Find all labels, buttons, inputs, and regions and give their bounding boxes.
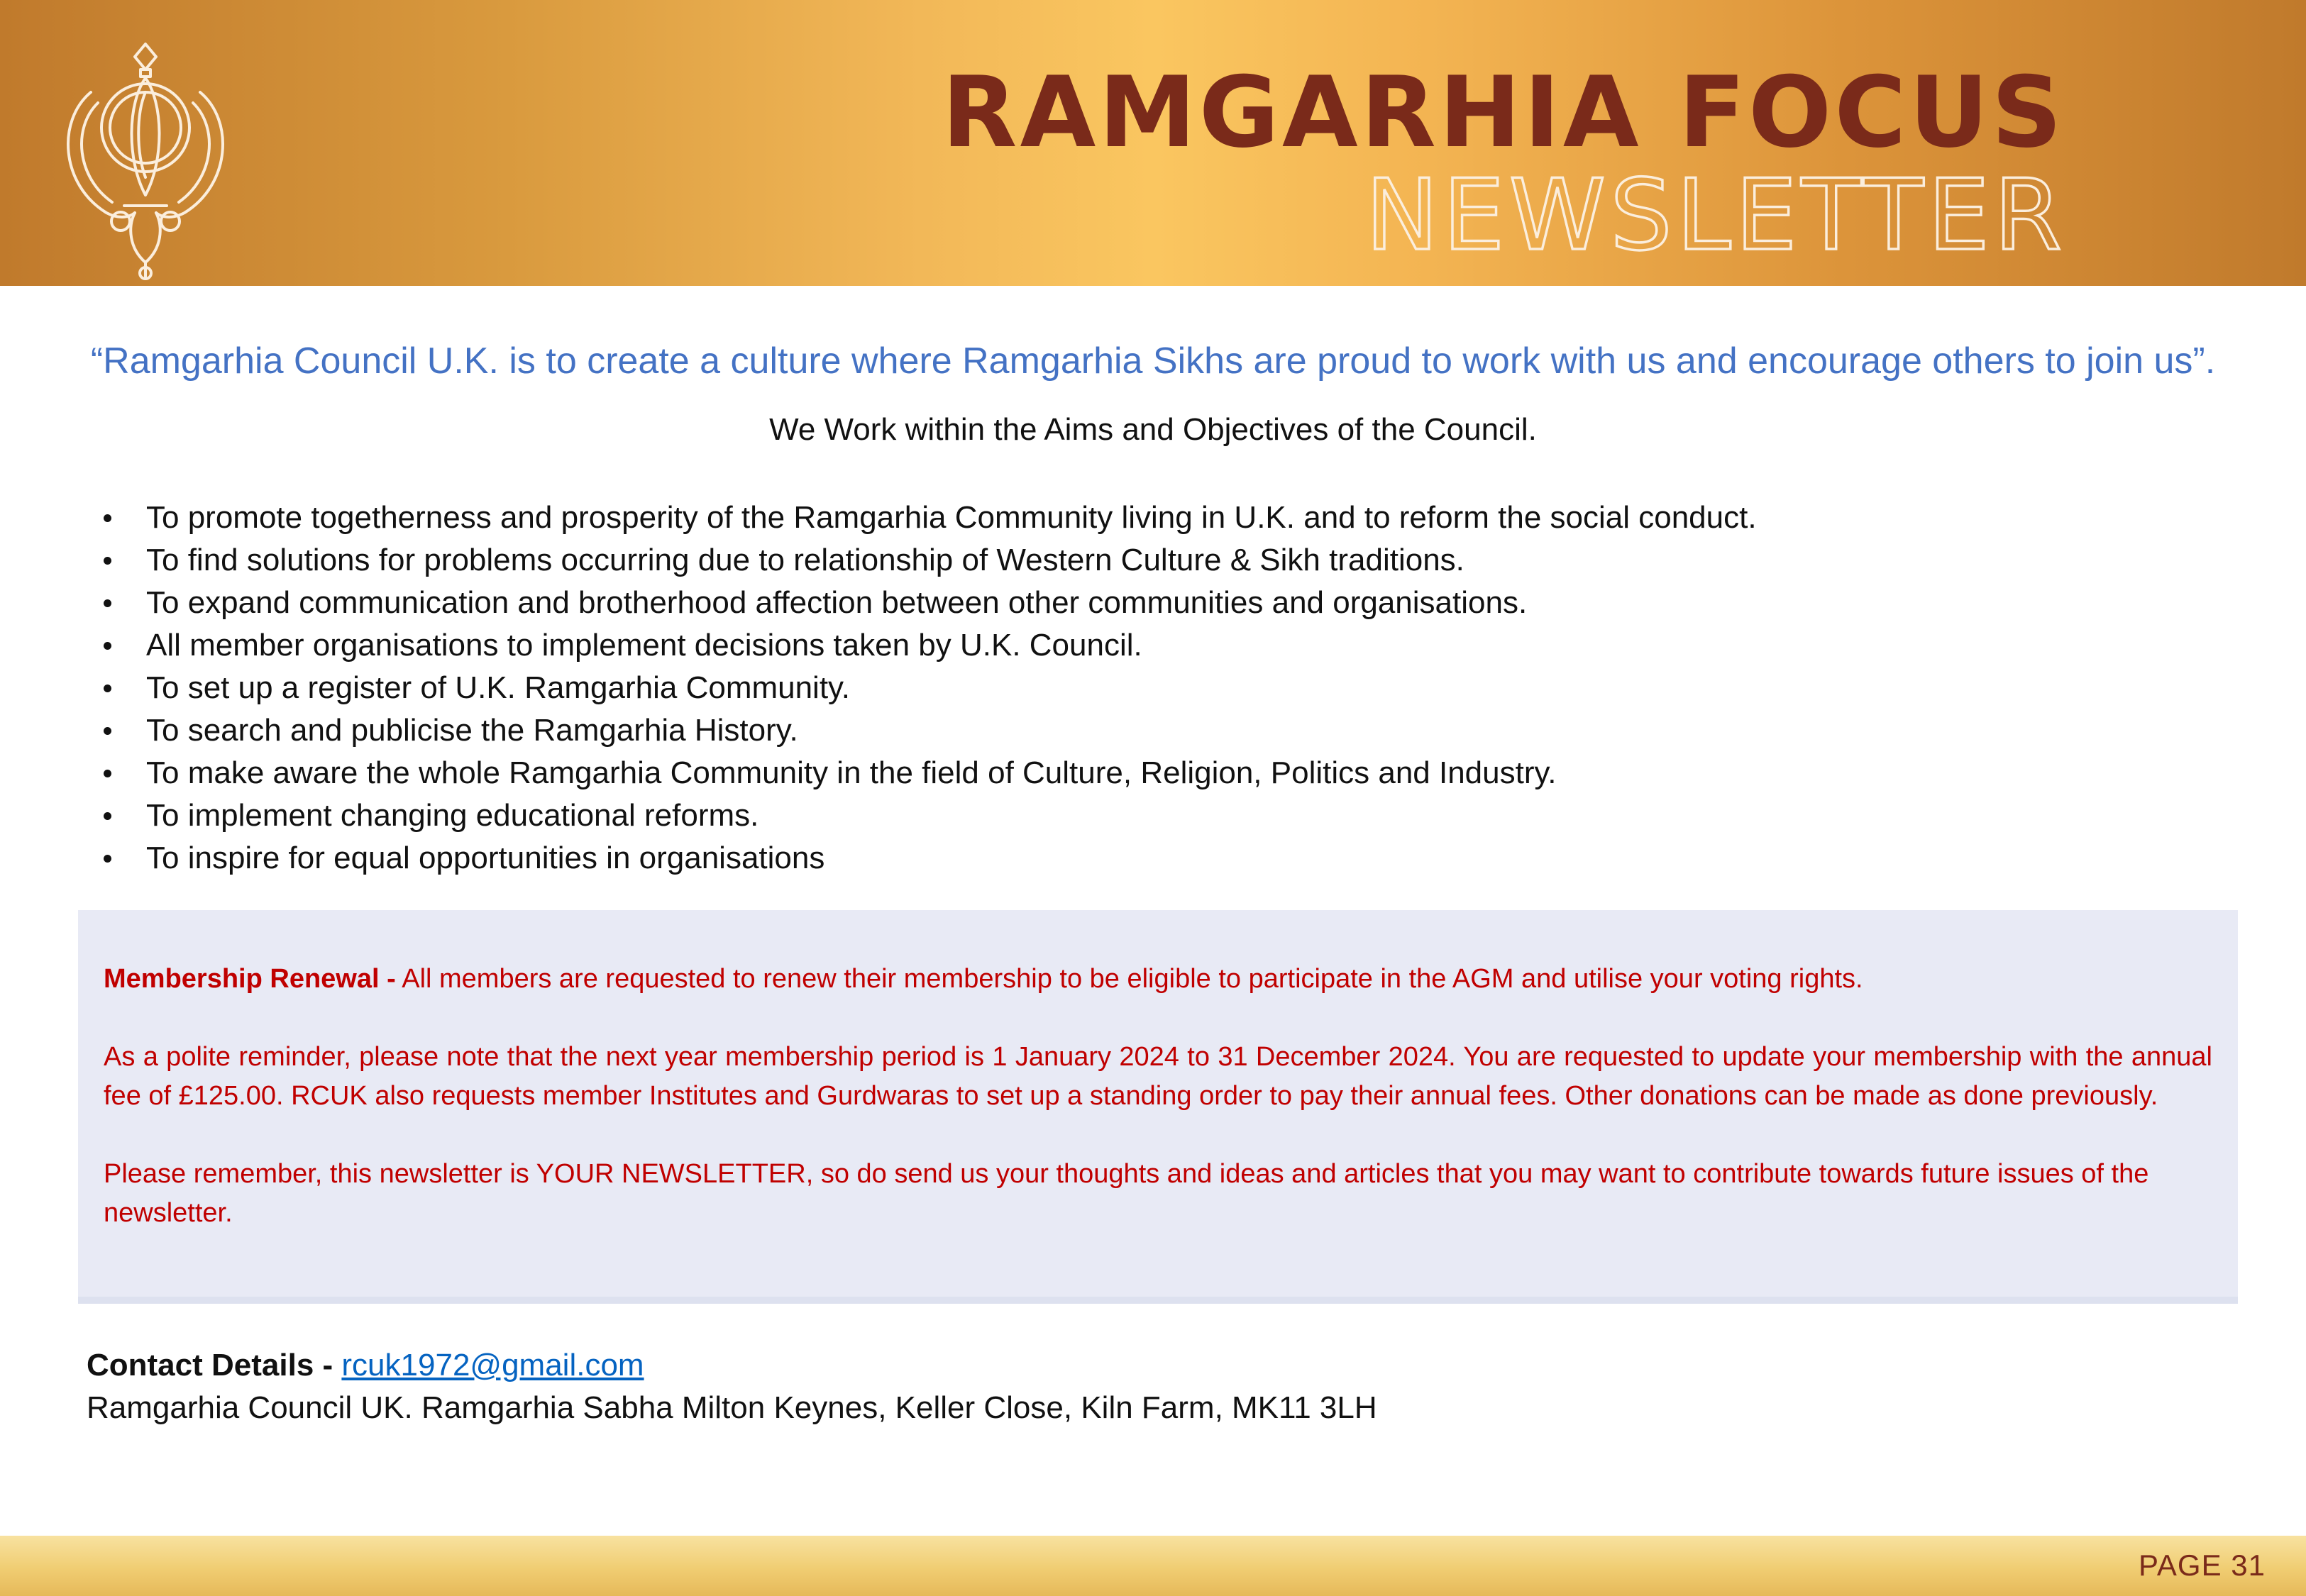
aims-list-item: [101, 752, 2158, 794]
bullet-icon: [104, 514, 111, 522]
aims-heading: We Work within the Aims and Objectives of the Council.: [769, 412, 1537, 447]
page-footer: [0, 1536, 2306, 1596]
aims-list-item: [101, 709, 2158, 752]
aim-text: To search and publicise the Ramgarhia History.: [146, 713, 798, 748]
bullet-icon: [104, 557, 111, 565]
aims-list-item: [101, 582, 2158, 624]
bullet-icon: [104, 770, 111, 777]
aim-text: To find solutions for problems occurring due to relationship of Western Culture & Sikh traditions.: [146, 543, 1464, 577]
contact-label: Contact Details -: [87, 1348, 333, 1382]
aim-text: To implement changing educational reforms.: [146, 798, 759, 833]
renewal-paragraph: [104, 960, 2212, 999]
aim-text: To make aware the whole Ramgarhia Community in the field of Culture, Religion, Politics and Industry.: [146, 755, 1557, 790]
aims-list-item: [101, 667, 2158, 709]
aim-text: To expand communication and brotherhood affection between other communities and organisations.: [146, 585, 1528, 620]
membership-notice-box: [78, 910, 2238, 1304]
contact-line: [87, 1344, 2144, 1387]
aims-list: [101, 497, 2158, 880]
bullet-icon: [104, 599, 111, 607]
page-number: PAGE 31: [2139, 1548, 2266, 1582]
bullet-icon: [104, 685, 111, 692]
aim-text: To promote togetherness and prosperity of the Ramgarhia Community living in U.K. and to reform the social conduct.: [146, 500, 1757, 535]
contact-email-link[interactable]: rcuk1972@gmail.com: [341, 1348, 644, 1382]
aim-text: To inspire for equal opportunities in organisations: [146, 841, 825, 875]
khanda-icon: [50, 35, 241, 284]
renewal-text: All members are requested to renew their membership to be eligible to participate in the AGM and utilise your voting rights.: [395, 964, 1863, 994]
aims-list-item: [101, 837, 2158, 880]
bullet-icon: [104, 642, 111, 650]
aim-text: All member organisations to implement decisions taken by U.K. Council.: [146, 628, 1142, 663]
aims-list-item: [101, 497, 2158, 539]
contact-details: [87, 1344, 2144, 1429]
aims-list-item: [101, 624, 2158, 667]
mission-statement: “Ramgarhia Council U.K. is to create a culture where Ramgarhia Sikhs are proud to work with us and encourage others to join us”.: [90, 340, 2216, 382]
bullet-icon: [104, 855, 111, 863]
renewal-heading: Membership Renewal -: [104, 964, 396, 994]
aims-list-item: [101, 794, 2158, 837]
brand-title: RAMGARHIA FOCUS: [942, 55, 2065, 170]
contact-address: Ramgarhia Council UK. Ramgarhia Sabha Milton Keynes, Keller Close, Kiln Farm, MK11 3LH: [87, 1390, 1377, 1425]
reminder-paragraph: As a polite reminder, please note that the next year membership period is 1 January 2024 to 31 December 2024. You are requested to update your membership with the annual fee of £125.00. RCUK also requests member Institutes and Gurdwaras to set up a standing order to pay their annual fees. Other donations can be made as done previously.: [104, 1042, 2212, 1111]
newsletter-paragraph: Please remember, this newsletter is YOUR NEWSLETTER, so do send us your thoughts and ideas and articles that you may want to contribute towards future issues of the newsletter.: [104, 1159, 2149, 1228]
aims-list-item: [101, 539, 2158, 582]
brand-subtitle: NEWSLETTER: [1365, 158, 2066, 272]
aim-text: To set up a register of U.K. Ramgarhia Community.: [146, 670, 851, 705]
bullet-icon: [104, 812, 111, 820]
bullet-icon: [104, 727, 111, 735]
newsletter-header: [0, 0, 2306, 286]
